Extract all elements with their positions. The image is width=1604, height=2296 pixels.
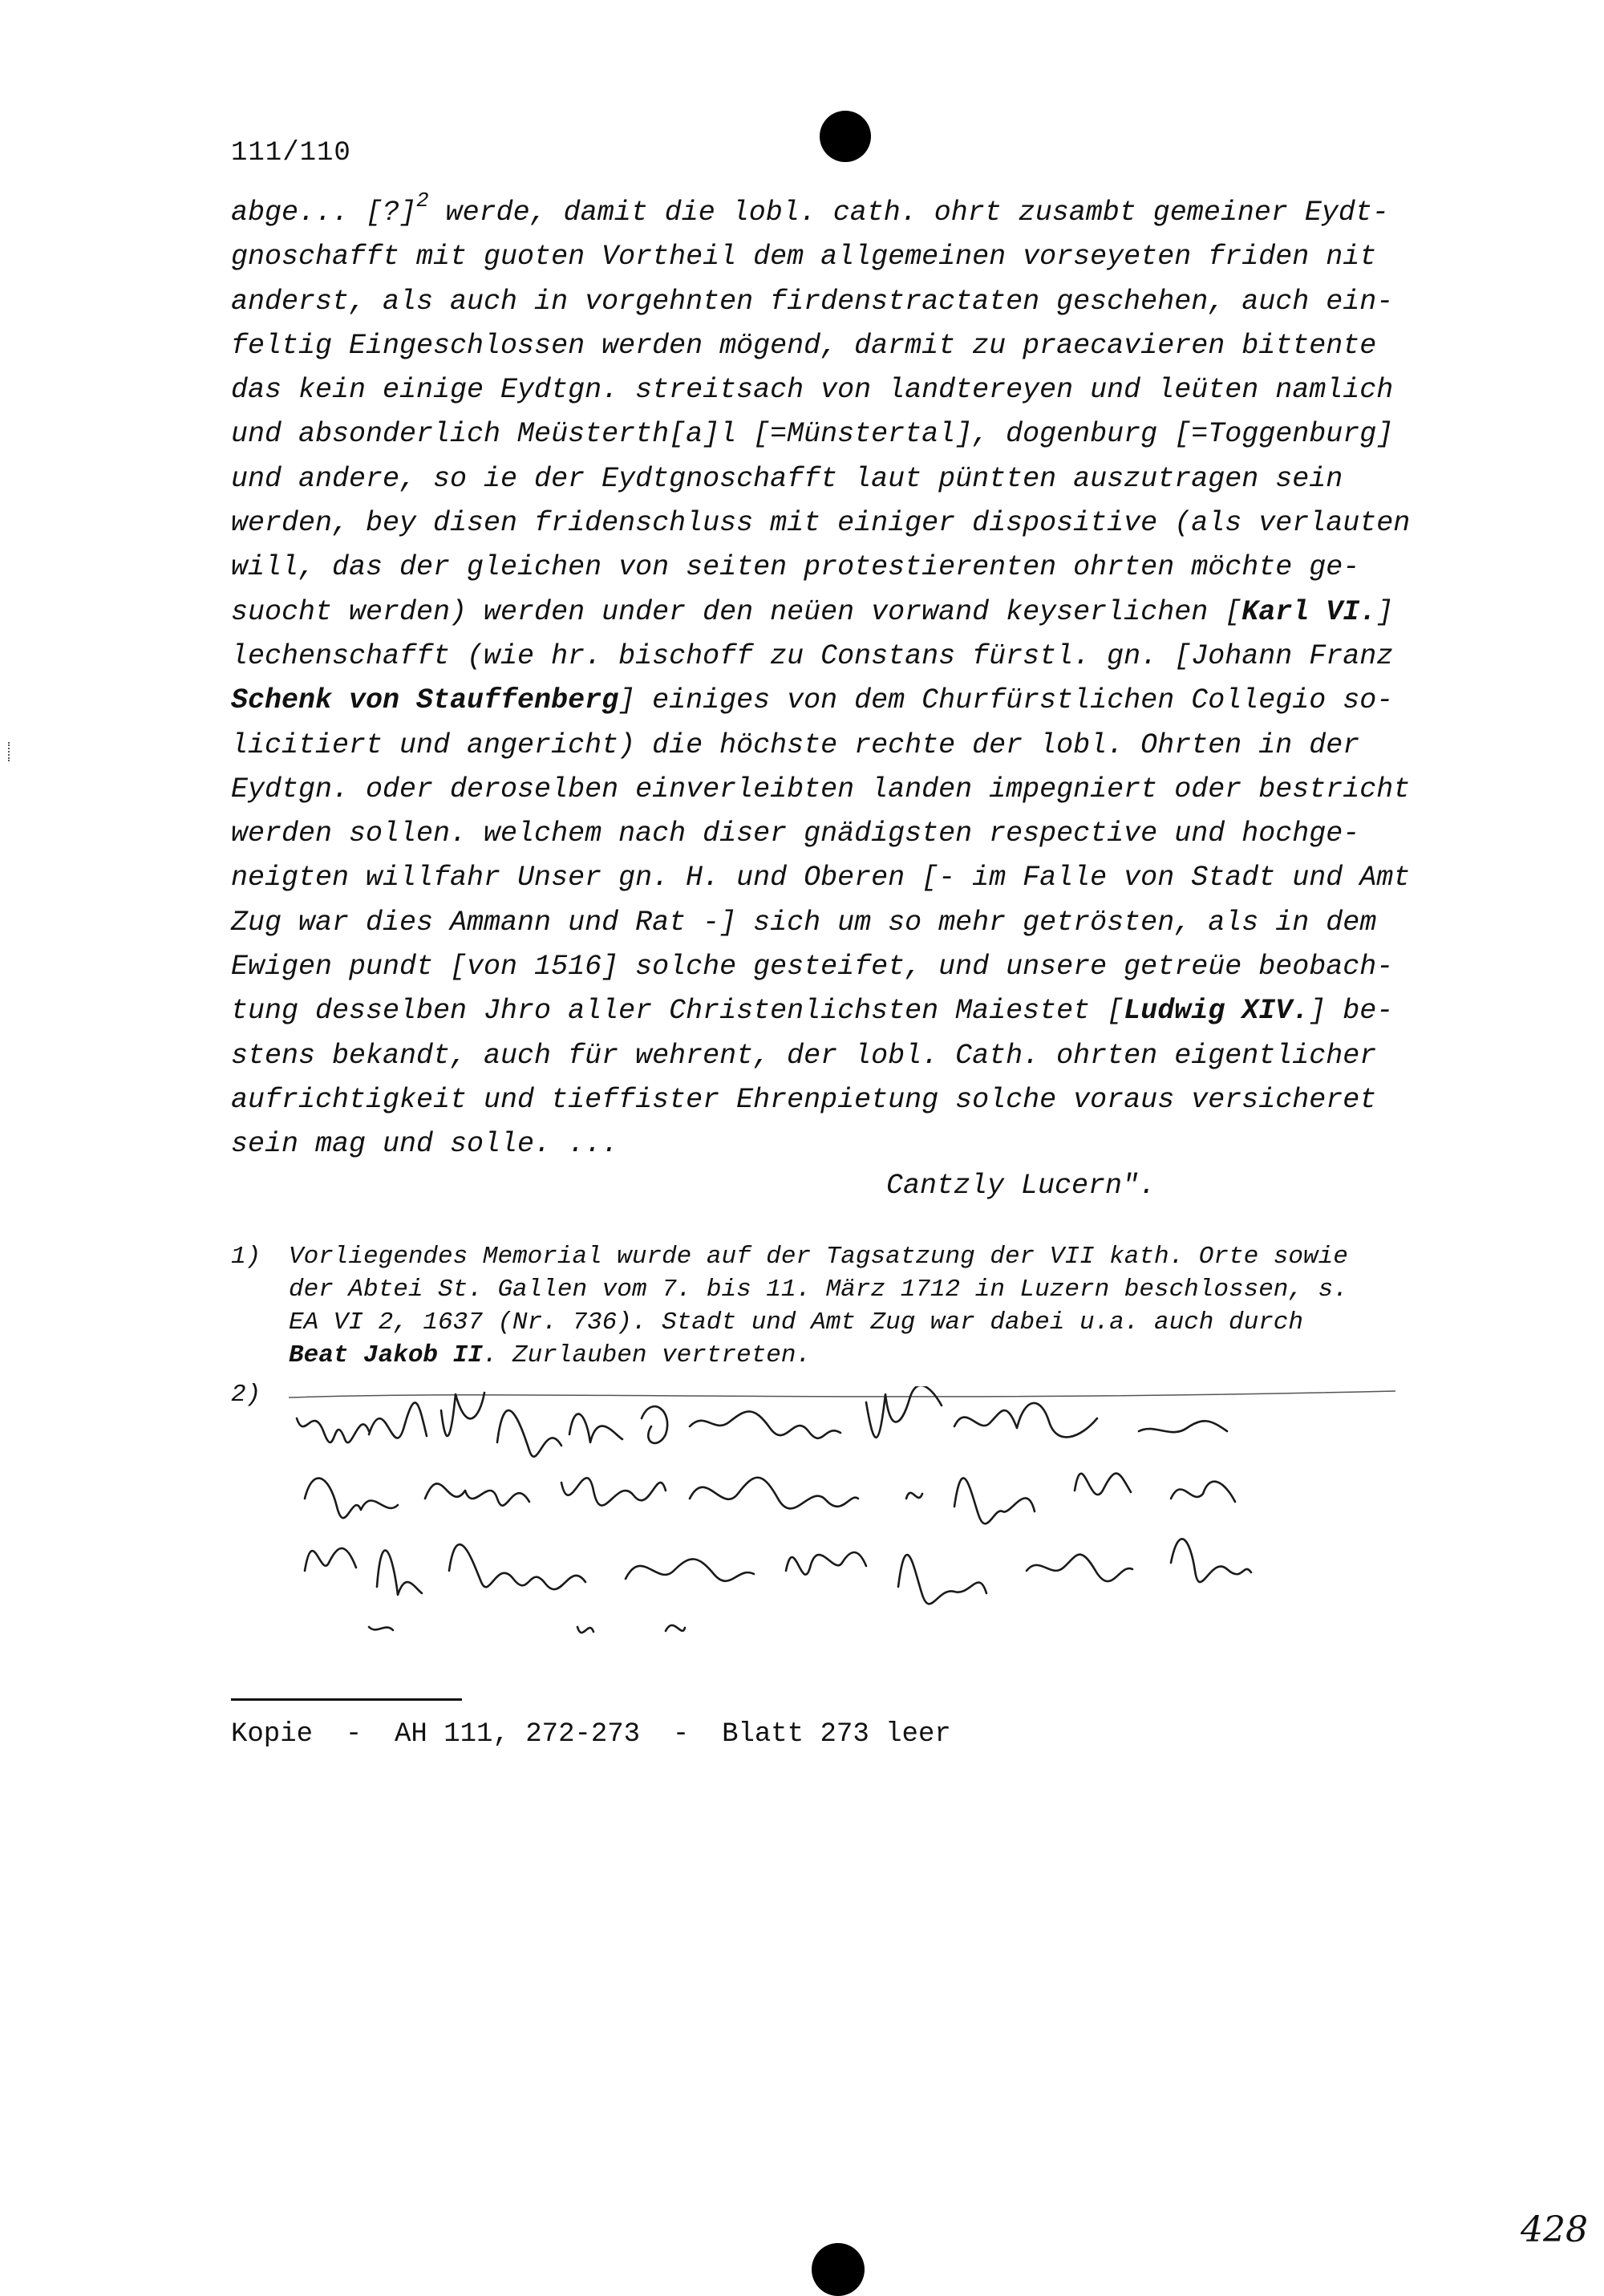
- text-segment: suocht werden) werden under den neüen vorwand keyserlichen [: [231, 595, 1242, 628]
- text-segment: will, das der gleichen von seiten protestierenten ohrten möchte ge-: [231, 551, 1360, 584]
- body-line: [231, 989, 1482, 1033]
- body-line: [231, 768, 1482, 812]
- memorial-body-text: [231, 191, 1482, 1167]
- text-segment: gnoschafft mit guoten Vortheil dem allgemeinen vorseyeten friden nit: [231, 241, 1377, 274]
- text-segment: Vorliegendes Memorial wurde auf der Tagsatzung der VII kath. Orte sowie: [289, 1243, 1348, 1271]
- text-segment: abge... [?]: [231, 197, 417, 229]
- text-segment: aufrichtigkeit und tieffister Ehrenpietung solche voraus versicheret: [231, 1083, 1377, 1116]
- footnote-ref-superscript: 2: [416, 189, 429, 213]
- text-segment: das kein einige Eydtgn. streitsach von landtereyen und leüten namlich: [231, 374, 1394, 407]
- text-segment: lechenschafft (wie hr. bischoff zu Constans fürstl. gn. [Johann Franz: [231, 639, 1394, 672]
- footnote-line: [289, 1273, 1482, 1306]
- punch-hole-bottom: [812, 2243, 865, 2296]
- footnote-1: [231, 1240, 1482, 1372]
- margin-mark: [8, 742, 13, 761]
- text-segment: feltig Eingeschlossen werden mögend, darmit zu praecavieren bittente: [231, 329, 1377, 362]
- text-segment: und andere, so ie der Eydtgnoschafft laut püntten auszutragen sein: [231, 462, 1343, 495]
- text-segment: ]: [1376, 595, 1394, 628]
- footnote-1-text: [289, 1240, 1482, 1372]
- text-segment: EA VI 2, 1637 (Nr. 736). Stadt und Amt Zug war dabei u.a. auch durch: [289, 1308, 1304, 1337]
- text-segment: tung desselben Jhro aller Christenlichsten Maiestet [: [231, 995, 1124, 1028]
- text-segment: ] be-: [1309, 995, 1394, 1028]
- body-line: [231, 945, 1482, 989]
- footnote-2-number: 2): [231, 1381, 261, 1409]
- body-line: [231, 280, 1482, 324]
- body-line: [231, 412, 1482, 456]
- signoff-cantzly-lucern: Cantzly Lucern".: [886, 1170, 1156, 1202]
- bold-name: Karl VI.: [1241, 595, 1377, 628]
- bold-name: Ludwig XIV.: [1124, 995, 1310, 1028]
- text-segment: neigten willfahr Unser gn. H. und Oberen [- im Falle von Stadt und Amt: [231, 862, 1411, 894]
- body-line: [231, 191, 1482, 235]
- text-segment: werden, bey disen fridenschluss mit einiger dispositive (als verlauten: [231, 507, 1411, 540]
- body-line: [231, 679, 1482, 723]
- source-reference-line: Kopie - AH 111, 272-273 - Blatt 273 leer: [231, 1719, 951, 1750]
- body-line: [231, 235, 1482, 279]
- body-line: [231, 546, 1482, 590]
- footnote-line: [289, 1339, 1482, 1372]
- page-reference: 111/110: [231, 138, 351, 168]
- text-segment: werde, damit die lobl. cath. ohrt zusambt gemeiner Eydt-: [428, 197, 1389, 229]
- text-segment: sein mag und solle. ...: [231, 1128, 619, 1161]
- body-line: [231, 324, 1482, 368]
- text-segment: der Abtei St. Gallen vom 7. bis 11. März 1712 in Luzern beschlossen, s.: [289, 1276, 1348, 1304]
- body-line: [231, 901, 1482, 945]
- text-segment: ] einiges von dem Churfürstlichen Collegio so-: [618, 684, 1394, 717]
- footnote-1-number: 1): [231, 1243, 261, 1271]
- text-segment: Eydtgn. oder deroselben einverleibten landen impegniert oder bestricht: [231, 773, 1411, 805]
- text-segment: . Zurlauben vertreten.: [482, 1341, 812, 1369]
- handwritten-manuscript-image: [289, 1386, 1395, 1659]
- body-line: [231, 501, 1482, 546]
- body-line: [231, 590, 1482, 635]
- punch-hole-top: [820, 111, 871, 162]
- text-segment: Zug war dies Ammann und Rat -] sich um so mehr getrösten, als in dem: [231, 906, 1377, 939]
- footnote-line: [289, 1240, 1482, 1273]
- text-segment: licitiert und angericht) die höchste rechte der lobl. Ohrten in der: [231, 728, 1360, 761]
- text-segment: Ewigen pundt [von 1516] solche gesteifet, und unsere getreüe beobach-: [231, 951, 1394, 984]
- body-line: [231, 368, 1482, 412]
- bold-name: Schenk von Stauffenberg: [231, 684, 619, 717]
- folio-number: 428: [1521, 2209, 1588, 2250]
- body-line: [231, 1034, 1482, 1078]
- body-line: [231, 635, 1482, 679]
- bold-name: Beat Jakob II: [289, 1341, 483, 1369]
- body-line: [231, 457, 1482, 501]
- body-line: [231, 812, 1482, 856]
- footnote-line: [289, 1306, 1482, 1339]
- footnote-separator-rule: [231, 1698, 462, 1701]
- text-segment: und absonderlich Meüsterth[a]l [=Münstertal], dogenburg [=Toggenburg]: [231, 418, 1394, 451]
- text-segment: stens bekandt, auch für wehrent, der lobl. Cath. ohrten eigentlicher: [231, 1039, 1377, 1072]
- body-line: [231, 724, 1482, 768]
- text-segment: werden sollen. welchem nach diser gnädigsten respective und hochge-: [231, 817, 1360, 850]
- body-line: [231, 856, 1482, 900]
- text-segment: anderst, als auch in vorgehnten firdenstractaten geschehen, auch ein-: [231, 285, 1394, 318]
- body-line: [231, 1078, 1482, 1122]
- body-line: [231, 1122, 1482, 1166]
